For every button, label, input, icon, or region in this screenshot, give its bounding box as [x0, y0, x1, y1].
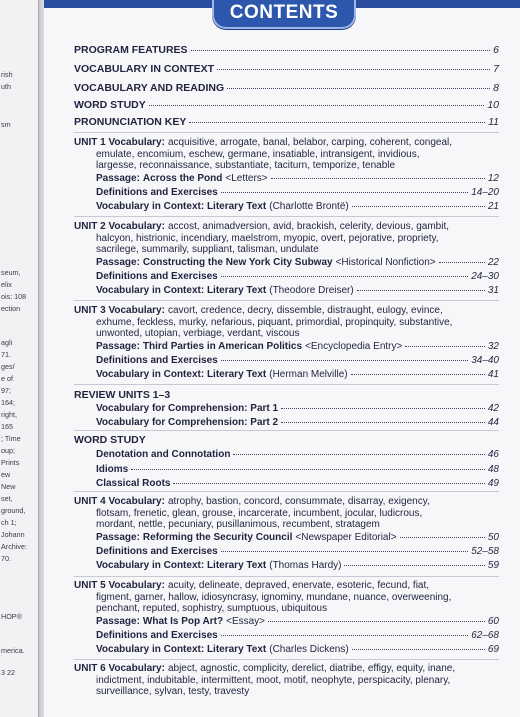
entry-label: Definitions and Exercises — [96, 271, 218, 282]
entry-label: Vocabulary for Comprehension: Part 1 — [96, 403, 279, 414]
facing-page-text: elix — [1, 280, 12, 289]
vocab-words: sacrilege, summarily, suppliant, talisman, undulate — [96, 244, 319, 255]
passage-entry[interactable] — [96, 616, 499, 628]
entry-label: WORD STUDY — [74, 99, 146, 111]
passage-genre: <Letters> — [225, 173, 268, 184]
dot-leader — [191, 50, 491, 51]
word-study-entry[interactable] — [96, 464, 499, 476]
passage-genre: <Essay> — [226, 616, 266, 627]
entry-label: PRONUNCIATION KEY — [74, 116, 187, 128]
dot-leader — [131, 469, 485, 470]
entry-label: Passage: — [96, 257, 140, 268]
unit-label[interactable]: UNIT 1 Vocabulary: — [74, 137, 165, 148]
section-divider — [74, 132, 499, 133]
vocab-words: atrophy, bastion, concord, consummate, disarray, exigency, — [167, 496, 430, 507]
page-number: 44 — [487, 417, 499, 428]
review-entry[interactable] — [96, 417, 499, 429]
passage-genre: <Newspaper Editorial> — [295, 532, 397, 543]
review-entry[interactable] — [96, 403, 499, 415]
page-number: 52–58 — [471, 546, 499, 557]
unit-label[interactable]: UNIT 2 Vocabulary: — [74, 221, 165, 232]
dot-leader — [149, 105, 485, 106]
vocab-words: largesse, reconnaissance, substantiate, taciturn, temporize, tenable — [96, 160, 396, 171]
unit-block — [74, 580, 499, 615]
vocab-words: exhume, feckless, murky, nefarious, piquant, primordial, propinquity, substantive, — [96, 316, 453, 328]
dot-leader — [351, 374, 485, 375]
toc-main-entry[interactable] — [74, 116, 499, 128]
facing-page-text: ; Time — [1, 434, 21, 443]
dot-leader — [281, 408, 485, 409]
section-divider — [74, 491, 499, 492]
page-number: 24–30 — [471, 271, 499, 282]
facing-page-text: 71. — [1, 350, 11, 359]
unit-vocab-line — [74, 305, 499, 317]
title-tab — [212, 0, 356, 29]
page-number: 50 — [487, 532, 499, 543]
dot-leader — [352, 649, 485, 650]
section-divider — [74, 659, 499, 660]
previous-page-edge — [0, 0, 39, 717]
section-divider — [74, 430, 499, 431]
dot-leader — [217, 69, 490, 70]
entry-label: Passage: — [96, 173, 140, 184]
facing-page-text: 165 — [1, 422, 13, 431]
entry-label: Definitions and Exercises — [96, 355, 218, 366]
entry-label: PROGRAM FEATURES — [74, 44, 188, 56]
vocab-words: abject, agnostic, complicity, derelict, diatribe, effigy, equity, inane, — [167, 663, 456, 674]
review-heading: REVIEW UNITS 1–3 — [74, 389, 171, 401]
facing-page-text: uth — [1, 82, 11, 91]
entry-label: VOCABULARY AND READING — [74, 82, 225, 94]
author-name: (Charlotte Brontë) — [269, 201, 349, 212]
facing-page-text: agli — [1, 338, 13, 347]
passage-entry[interactable] — [96, 341, 499, 353]
unit-vocab-line — [74, 580, 499, 592]
dot-leader — [439, 262, 485, 263]
dot-leader — [352, 206, 485, 207]
toc-main-entry[interactable] — [74, 63, 499, 75]
passage-entry[interactable] — [96, 257, 499, 269]
literary-text-entry[interactable] — [96, 560, 499, 572]
dot-leader — [221, 360, 468, 361]
facing-page-text: 164; — [1, 398, 15, 407]
facing-page-text: oup; — [1, 446, 15, 455]
author-name: (Theodore Dreiser) — [269, 285, 354, 296]
vocab-words: unwonted, utopian, verbiage, verdant, viscous — [96, 328, 300, 339]
section-divider — [74, 384, 499, 385]
page-number: 21 — [487, 201, 499, 212]
definitions-entry[interactable] — [96, 355, 499, 367]
dot-leader — [271, 178, 485, 179]
passage-title: Reforming the Security Council — [142, 532, 293, 543]
vocab-words: acquisitive, arrogate, banal, belabor, carping, coherent, congeal, — [167, 137, 453, 148]
page-number: 22 — [487, 257, 499, 268]
passage-entry[interactable] — [96, 532, 499, 544]
entry-label: Definitions and Exercises — [96, 187, 218, 198]
section-divider — [74, 216, 499, 217]
vocab-words: mordant, nettle, pecuniary, pusillanimous, recumbent, stratagem — [96, 519, 380, 530]
passage-title: Across the Pond — [142, 173, 223, 184]
dot-leader — [221, 192, 468, 193]
toc-main-entry[interactable] — [74, 82, 499, 94]
word-study-entry[interactable] — [96, 478, 499, 490]
entry-label: Denotation and Connotation — [96, 449, 231, 460]
definitions-entry[interactable] — [96, 546, 499, 558]
unit-label[interactable]: UNIT 3 Vocabulary: — [74, 305, 165, 316]
section-divider — [74, 300, 499, 301]
facing-page-text: 70. — [1, 554, 11, 563]
author-name: (Herman Melville) — [269, 369, 348, 380]
entry-label: Classical Roots — [96, 478, 171, 489]
definitions-entry[interactable] — [96, 271, 499, 283]
entry-label: Passage: — [96, 616, 140, 627]
entry-label: Vocabulary for Comprehension: Part 2 — [96, 417, 279, 428]
toc-main-entry[interactable] — [74, 99, 499, 111]
dot-leader — [268, 621, 485, 622]
dot-leader — [357, 290, 485, 291]
unit-vocab-line — [74, 137, 499, 149]
page-number: 49 — [487, 478, 499, 489]
dot-leader — [221, 551, 468, 552]
facing-page-text: ch 1; — [1, 518, 17, 527]
dot-leader — [221, 276, 468, 277]
page-number: 32 — [487, 341, 499, 352]
entry-label: Idioms — [96, 464, 129, 475]
unit-vocab-line — [74, 496, 499, 508]
author-name: (Charles Dickens) — [269, 644, 349, 655]
facing-page-text: right, — [1, 410, 17, 419]
literary-text-entry[interactable] — [96, 201, 499, 213]
literary-text-entry[interactable] — [96, 644, 499, 656]
page-number: 12 — [487, 173, 499, 184]
facing-page-text: merica. — [1, 646, 25, 655]
dot-leader — [233, 454, 484, 455]
definitions-entry[interactable] — [96, 630, 499, 642]
entry-label: Passage: — [96, 532, 140, 543]
page-number: 48 — [487, 464, 499, 475]
vocab-words: halcyon, histrionic, incendiary, maelstrom, myopic, overt, pejorative, propriety, — [96, 232, 439, 244]
dot-leader — [221, 635, 468, 636]
vocab-words: flotsam, frenetic, glean, grouse, incarcerate, incumbent, jocular, ludicrous, — [96, 507, 423, 519]
vocab-words: acuity, delineate, depraved, enervate, esoteric, fecund, fiat, — [167, 580, 430, 591]
passage-genre: <Historical Nonfiction> — [335, 257, 436, 268]
page-number: 31 — [487, 285, 499, 296]
entry-label: Vocabulary in Context: Literary Text — [96, 285, 267, 296]
facing-page-text: Prints — [1, 458, 20, 467]
facing-page-text: ection — [1, 304, 21, 313]
contents-page — [44, 0, 520, 717]
unit-label[interactable]: UNIT 6 Vocabulary: — [74, 663, 165, 674]
page-number: 6 — [493, 44, 499, 56]
vocab-words: accost, animadversion, avid, brackish, celerity, devious, gambit, — [167, 221, 450, 232]
unit-label[interactable]: UNIT 5 Vocabulary: — [74, 580, 165, 591]
unit-vocab-line — [74, 663, 499, 675]
dot-leader — [189, 122, 485, 123]
facing-page-text: ois: 108 — [1, 292, 27, 301]
vocab-words: penchant, reputed, sophistry, sumptuous, ubiquitous — [96, 603, 328, 614]
author-name: (Thomas Hardy) — [269, 560, 342, 571]
definitions-entry[interactable] — [96, 187, 499, 199]
facing-page-text: Johann — [1, 530, 25, 539]
vocab-words: cavort, credence, decry, dissemble, distraught, eulogy, evince, — [167, 305, 443, 316]
page-number: 69 — [487, 644, 499, 655]
dot-leader — [400, 537, 485, 538]
facing-page-text: sm — [1, 120, 11, 129]
literary-text-entry[interactable] — [96, 285, 499, 297]
facing-page-text: Archive: — [1, 542, 27, 551]
passage-title: What Is Pop Art? — [142, 616, 224, 627]
entry-label: Definitions and Exercises — [96, 630, 218, 641]
unit-block — [74, 305, 499, 340]
page-number: 7 — [493, 63, 499, 75]
passage-title: Third Parties in American Politics — [142, 341, 303, 352]
unit-vocab-line — [74, 221, 499, 233]
dot-leader — [405, 346, 485, 347]
page-number: 59 — [487, 560, 499, 571]
page-title: CONTENTS — [229, 2, 339, 23]
dot-leader — [173, 483, 484, 484]
unit-block — [74, 663, 499, 698]
dot-leader — [227, 88, 490, 89]
passage-title: Constructing the New York City Subway — [142, 257, 333, 268]
dot-leader — [344, 565, 484, 566]
facing-page-text: ground, — [1, 506, 26, 515]
entry-label: Vocabulary in Context: Literary Text — [96, 560, 267, 571]
facing-page-text: New — [1, 482, 16, 491]
toc-main-entry[interactable] — [74, 44, 499, 56]
vocab-words: indictment, indubitable, intermittent, moot, motif, neophyte, perspicacity, plenary, — [96, 674, 451, 686]
facing-page-text: ges/ — [1, 362, 15, 371]
entry-label: Vocabulary in Context: Literary Text — [96, 369, 267, 380]
facing-page-text: seum, — [1, 268, 21, 277]
word-study-heading: WORD STUDY — [74, 434, 146, 446]
page-number: 14–20 — [471, 187, 499, 198]
facing-page-text: set, — [1, 494, 13, 503]
section-divider — [74, 576, 499, 577]
entry-label: VOCABULARY IN CONTEXT — [74, 63, 215, 75]
facing-page-text: 3 22 — [1, 668, 15, 677]
facing-page-text: rish — [1, 70, 13, 79]
page-number: 11 — [488, 116, 499, 128]
unit-block — [74, 496, 499, 531]
page-number: 62–68 — [471, 630, 499, 641]
page-number: 46 — [487, 449, 499, 460]
vocab-words: surveillance, sylvan, testy, travesty — [96, 686, 250, 697]
page-number: 34–40 — [471, 355, 499, 366]
literary-text-entry[interactable] — [96, 369, 499, 381]
facing-page-text: 97; — [1, 386, 11, 395]
unit-label[interactable]: UNIT 4 Vocabulary: — [74, 496, 165, 507]
vocab-words: emulate, encomium, eschew, germane, insatiable, intransigent, invidious, — [96, 148, 420, 160]
unit-block — [74, 137, 499, 172]
unit-block — [74, 221, 499, 256]
page-number: 8 — [493, 82, 499, 94]
entry-label: Vocabulary in Context: Literary Text — [96, 644, 267, 655]
word-study-entry[interactable] — [96, 449, 499, 461]
page-number: 41 — [487, 369, 499, 380]
page-number: 60 — [487, 616, 499, 627]
passage-entry[interactable] — [96, 173, 499, 185]
entry-label: Passage: — [96, 341, 140, 352]
vocab-words: figment, garner, hallow, idiosyncrasy, ignominy, mundane, nuance, overweening, — [96, 591, 452, 603]
page-number: 10 — [487, 99, 499, 111]
facing-page-text: ew — [1, 470, 11, 479]
facing-page-text: e of — [1, 374, 13, 383]
passage-genre: <Encyclopedia Entry> — [305, 341, 403, 352]
facing-page-text: HOP® — [1, 612, 22, 621]
entry-label: Vocabulary in Context: Literary Text — [96, 201, 267, 212]
page-number: 42 — [487, 403, 499, 414]
entry-label: Definitions and Exercises — [96, 546, 218, 557]
dot-leader — [281, 422, 485, 423]
